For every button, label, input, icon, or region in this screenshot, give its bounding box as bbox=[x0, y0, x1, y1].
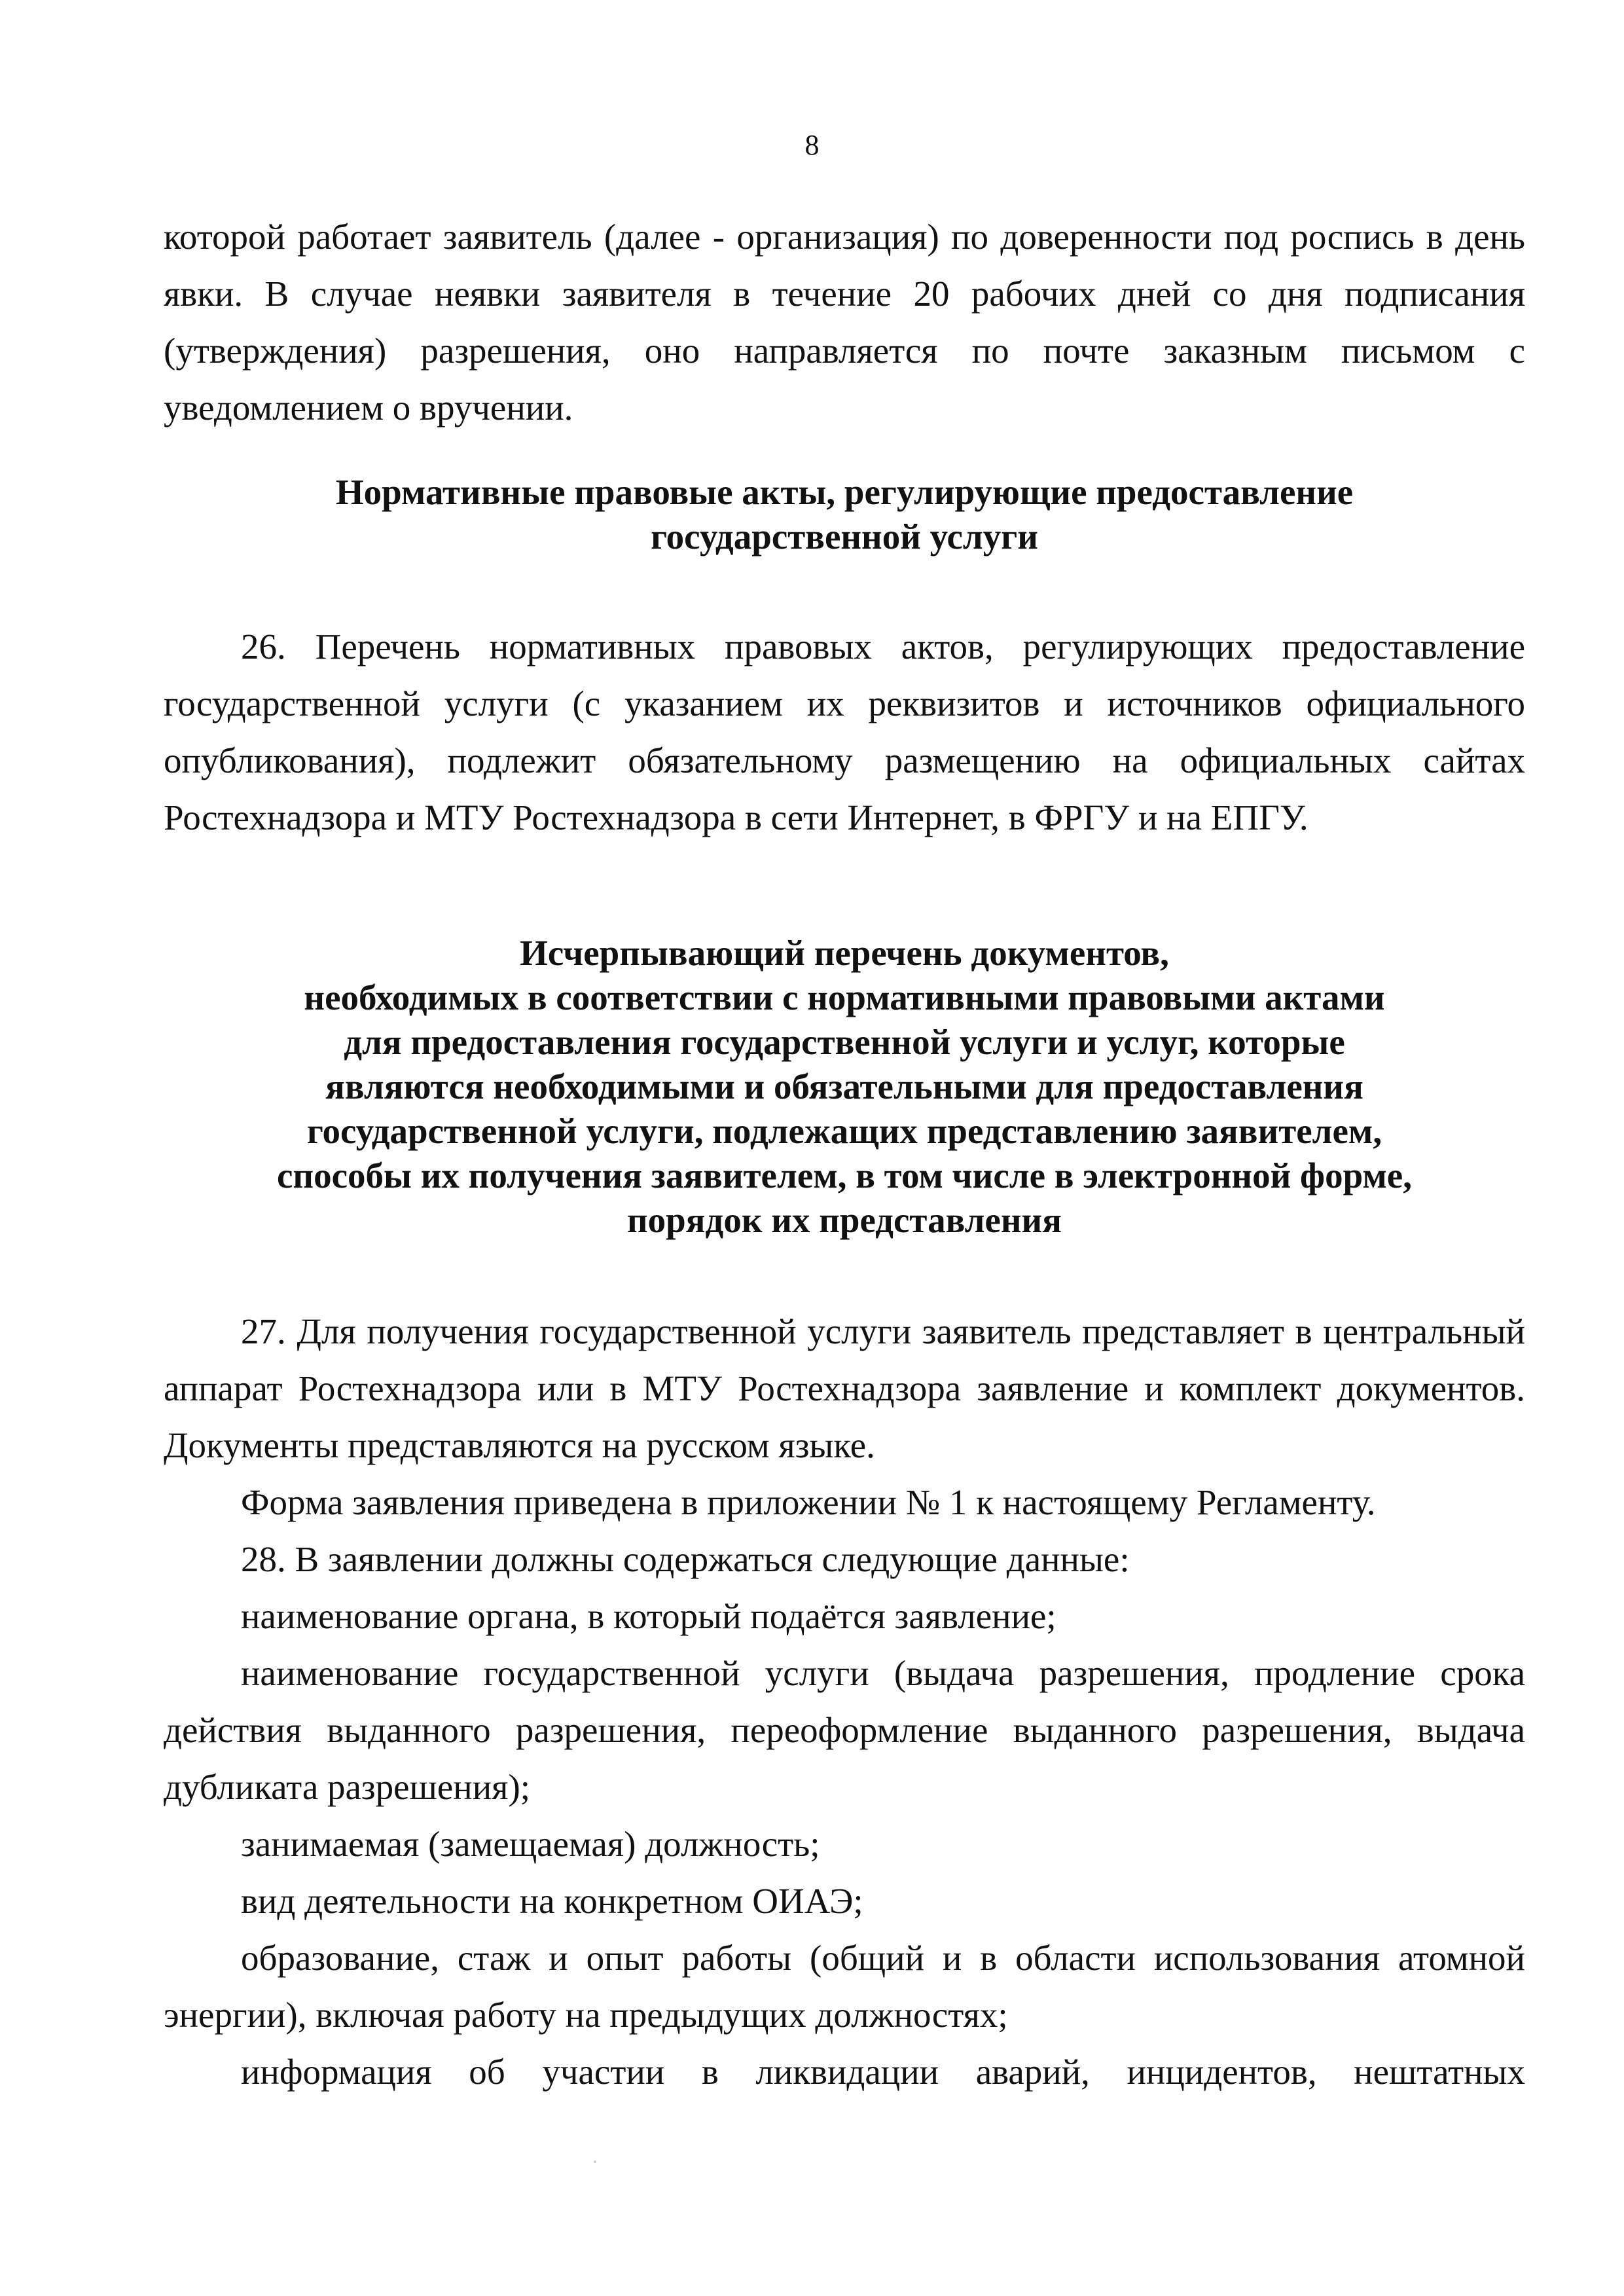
document-body bbox=[164, 208, 1525, 2100]
heading-line: государственной услуги bbox=[651, 517, 1038, 556]
list-item: занимаемая (замещаемая) должность; bbox=[241, 1824, 820, 1864]
paragraph-form-reference: Форма заявления приведена в приложении № 1 к настоящему Регламенту. bbox=[241, 1482, 1376, 1522]
heading-line: порядок их представления bbox=[626, 1200, 1062, 1240]
heading-line: необходимых в соответствии с нормативными правовыми актами bbox=[304, 977, 1385, 1017]
heading-line: Нормативные правовые акты, регулирующие предоставление bbox=[335, 472, 1354, 512]
list-item: информация об участии в ликвидации аварий, инцидентов, нештатных bbox=[241, 2052, 1525, 2092]
page-number: 8 bbox=[804, 129, 820, 161]
heading-line: для предоставления государственной услуги и услуг, которые bbox=[344, 1022, 1345, 1062]
list-item: наименование государственной услуги (выдача разрешения, продление срока действия выданного разрешения, переоформление выданного разрешения, выдача дубликата разрешения); bbox=[164, 1653, 1525, 1807]
paragraph-27: 27. Для получения государственной услуги заявитель представляет в центральный аппарат Ростехнадзора или в МТУ Ростехнадзора заявление и комплект документов. Документы представляются на русском языке. bbox=[164, 1311, 1525, 1465]
paragraph-28: 28. В заявлении должны содержаться следующие данные: bbox=[241, 1539, 1130, 1579]
heading-line: являются необходимыми и обязательными для предоставления bbox=[325, 1066, 1363, 1106]
scan-speck bbox=[594, 2160, 596, 2163]
list-item: вид деятельности на конкретном ОИАЭ; bbox=[241, 1881, 863, 1921]
paragraph-continuation: которой работает заявитель (далее - организация) по доверенности под роспись в день явки. В случае неявки заявителя в течение 20 рабочих дней со дня подписания (утверждения) разрешения, оно направляется по почте заказным письмом с уведомлением о вручении. bbox=[164, 217, 1525, 428]
paragraph-26: 26. Перечень нормативных правовых актов, регулирующих предоставление государственной услуги (с указанием их реквизитов и источников официального опубликования), подлежит обязательному размещению на официальных сайтах Ростехнадзора и МТУ Ростехнадзора в сети Интернет, в ФРГУ и на ЕПГУ. bbox=[164, 627, 1525, 837]
heading-line: способы их получения заявителем, в том числе в электронной форме, bbox=[277, 1156, 1412, 1195]
list-item: наименование органа, в который подаётся заявление; bbox=[241, 1596, 1056, 1636]
list-item: образование, стаж и опыт работы (общий и в области использования атомной энергии), включая работу на предыдущих должностях; bbox=[164, 1938, 1525, 2035]
section-heading-normative-acts bbox=[164, 470, 1525, 559]
section-heading-documents-list bbox=[164, 931, 1525, 1243]
heading-line: государственной услуги, подлежащих представлению заявителем, bbox=[306, 1111, 1382, 1151]
heading-line: Исчерпывающий перечень документов, bbox=[520, 933, 1169, 973]
